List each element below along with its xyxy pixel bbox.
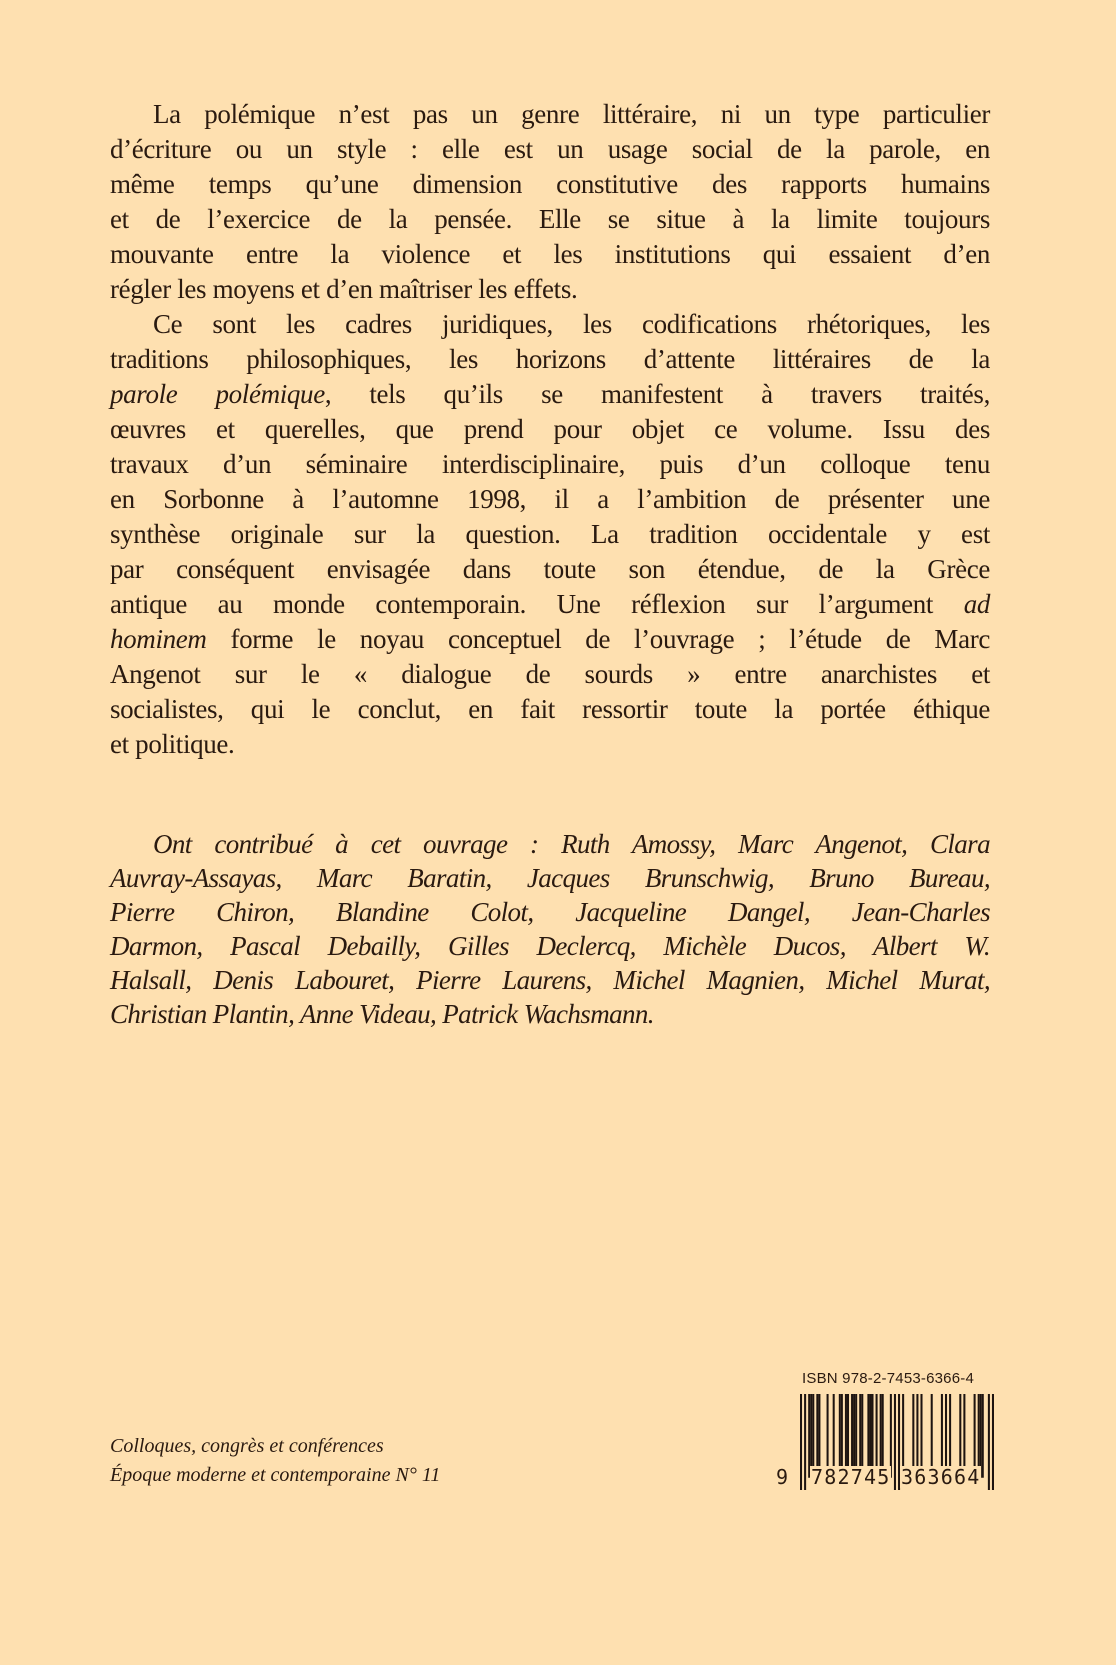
text-line: Pierre Chiron, Blandine Colot, Jacqueline Dangel, Jean-Charles xyxy=(110,897,990,927)
isbn-barcode-block xyxy=(770,1370,1000,1500)
series-info xyxy=(110,1432,440,1490)
text-line: d’écriture ou un style : elle est un usage social de la parole, en xyxy=(110,134,990,164)
text-line: par conséquent envisagée dans toute son étendue, de la Grèce xyxy=(110,554,990,584)
series-collection: Colloques, congrès et conférences xyxy=(110,1435,384,1457)
text-line: hominem forme le noyau conceptuel de l’ouvrage ; l’étude de Marc xyxy=(110,624,990,654)
text-line: antique au monde contemporain. Une réflexion sur l’argument ad xyxy=(110,589,990,619)
italic-term: parole polémique xyxy=(110,379,325,409)
text-line: en Sorbonne à l’automne 1998, il a l’ambition de présenter une xyxy=(110,484,990,514)
text-line: socialistes, qui le conclut, en fait ressortir toute la portée éthique xyxy=(110,694,990,724)
ean-left-digits: 782745 xyxy=(811,1465,891,1489)
text-line: Halsall, Denis Labouret, Pierre Laurens, Michel Magnien, Michel Murat, xyxy=(110,965,990,995)
text-line: mouvante entre la violence et les institutions qui essaient d’en xyxy=(110,239,990,269)
text-line: Auvray-Assayas, Marc Baratin, Jacques Brunschwig, Bruno Bureau, xyxy=(110,863,990,893)
text-line: Christian Plantin, Anne Videau, Patrick Wachsmann. xyxy=(110,999,654,1029)
text-line: même temps qu’une dimension constitutive des rapports humains xyxy=(110,169,990,199)
text-line: œuvres et querelles, que prend pour objet ce volume. Issu des xyxy=(110,414,990,444)
description-text xyxy=(110,97,990,762)
text-line: Ont contribué à cet ouvrage : Ruth Amossy, Marc Angenot, Clara xyxy=(153,829,990,859)
text-line: traditions philosophiques, les horizons d’attente littéraires de la xyxy=(110,344,990,374)
italic-term: ad xyxy=(963,589,990,619)
text-line: et politique. xyxy=(110,729,235,759)
italic-term: hominem xyxy=(110,624,207,654)
text-line: Ce sont les cadres juridiques, les codifications rhétoriques, les xyxy=(153,309,990,339)
text-line: régler les moyens et d’en maîtriser les effets. xyxy=(110,274,578,304)
ean-first-digit: 9 xyxy=(776,1465,789,1489)
isbn-label: ISBN 978-2-7453-6366-4 xyxy=(802,1370,975,1387)
text-line: Angenot sur le « dialogue de sourds » entre anarchistes et xyxy=(110,659,990,689)
text-line: travaux d’un séminaire interdisciplinaire, puis d’un colloque tenu xyxy=(110,449,990,479)
ean-right-digits: 363664 xyxy=(901,1465,981,1489)
text-line: et de l’exercice de la pensée. Elle se situe à la limite toujours xyxy=(110,204,990,234)
series-subseries-number: Époque moderne et contemporaine N° 11 xyxy=(110,1464,441,1486)
text-line: La polémique n’est pas un genre littéraire, ni un type particulier xyxy=(153,99,990,129)
text-line: Darmon, Pascal Debailly, Gilles Declercq, Michèle Ducos, Albert W. xyxy=(110,931,990,961)
contributors-list xyxy=(110,827,990,1031)
text-line: parole polémique, tels qu’ils se manifestent à travers traités, xyxy=(110,379,990,409)
text-line: synthèse originale sur la question. La tradition occidentale y est xyxy=(110,519,990,549)
